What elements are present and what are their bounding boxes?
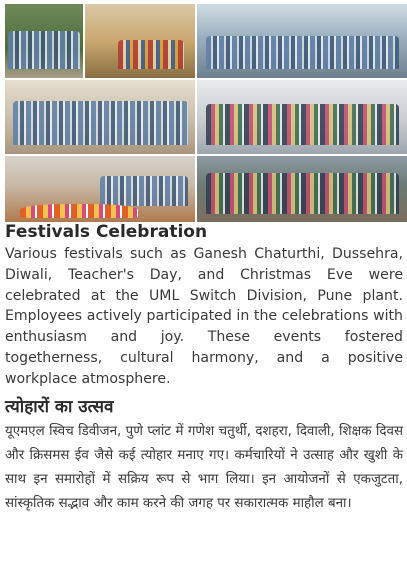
article-title-english: Festivals Celebration: [5, 222, 208, 242]
article-body-hindi: यूएमएल स्विच डिवीजन, पुणे प्लांट में गणेश चतुर्थी, दशहरा, दिवाली, शिक्षक दिवस और क्रिसमस ईव जैसे कई त्योहार मनाए गए। कर्मचारियों ने उत्साह और खुशी के साथ इन समारोहों में सक्रिय रूप से भाग लिया। इन आयोजनों से एकजुटता, सांस्कृतिक सद्भाव और काम करने की जगह पर सकारात्मक माहौल बना।: [5, 423, 403, 511]
photo-crowd: [206, 173, 399, 214]
article-body-english: Various festivals such as Ganesh Chaturthi, Dussehra, Diwali, Teacher's Day, and Christmas Eve were celebrated at the UML Switch Division, Pune plant. Employees actively participated in the celebrations with enthusiasm and joy. These events fostered togetherness, cultural harmony, and a positive workplace atmosphere.: [5, 246, 403, 387]
rangoli-decoration: [20, 204, 138, 218]
photo-crowd: [206, 36, 399, 69]
photo-traditional-dress-group: [197, 156, 407, 222]
photo-crowd: [13, 101, 188, 145]
photo-rangoli-lamps: [5, 156, 195, 222]
photo-group-with-gifts-indoor: [5, 80, 195, 154]
photo-collage: [5, 4, 403, 218]
photo-crowd: [8, 31, 80, 69]
photo-group-outdoor-ceremony: [5, 4, 83, 78]
photo-crowd: [118, 40, 184, 70]
photo-crowd: [206, 104, 399, 145]
photo-christmas-group-with-santa: [197, 80, 407, 154]
photo-crowd: [100, 176, 188, 206]
photo-ganesh-idol-puja: [85, 4, 195, 78]
article-title-hindi: त्योहारों का उत्सव: [5, 396, 114, 417]
photo-large-group-outdoor: [197, 4, 407, 78]
article-content: [5, 221, 403, 516]
